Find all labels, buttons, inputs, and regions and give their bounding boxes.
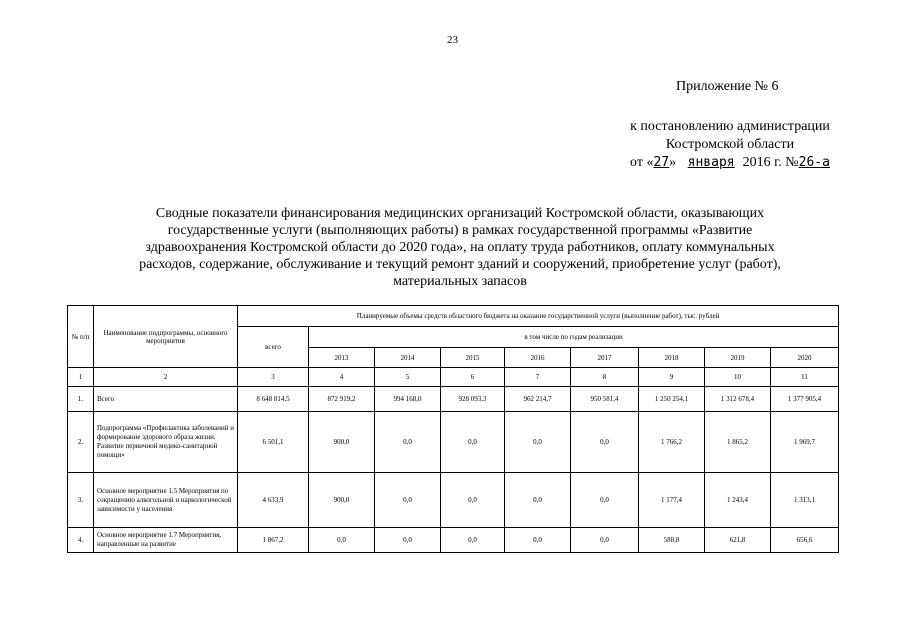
row-num: 3. bbox=[68, 473, 94, 528]
header-year: 2013 bbox=[309, 348, 375, 368]
date-prefix: от « bbox=[630, 155, 654, 170]
row-num: 2. bbox=[68, 412, 94, 473]
row-value: 872 919,2 bbox=[309, 387, 375, 412]
table-row bbox=[68, 412, 839, 473]
row-total: 6 501,1 bbox=[238, 412, 309, 473]
col-number: 8 bbox=[571, 368, 639, 387]
col-number: 5 bbox=[375, 368, 441, 387]
row-value: 1 865,2 bbox=[705, 412, 771, 473]
row-value: 1 377 905,4 bbox=[771, 387, 839, 412]
col-number: 7 bbox=[505, 368, 571, 387]
col-number: 4 bbox=[309, 368, 375, 387]
header-year: 2014 bbox=[375, 348, 441, 368]
decree-number: 26-а bbox=[798, 155, 830, 170]
date-mid-2: 2016 г. № bbox=[742, 155, 799, 170]
decree-date-line bbox=[600, 154, 860, 172]
row-value: 0,0 bbox=[571, 473, 639, 528]
header-by-years: в том числе по годам реализации bbox=[309, 327, 839, 348]
row-value: 0,0 bbox=[571, 412, 639, 473]
row-value: 1 766,2 bbox=[639, 412, 705, 473]
row-num: 1. bbox=[68, 387, 94, 412]
col-number: 2 bbox=[94, 368, 238, 387]
header-total: всего bbox=[238, 327, 309, 368]
decree-reference bbox=[600, 118, 860, 172]
col-number: 1 bbox=[68, 368, 94, 387]
row-name: Основное мероприятие 1.7 Мероприятия, направленные на развитие bbox=[94, 528, 238, 553]
row-value: 0,0 bbox=[441, 412, 505, 473]
date-mid-1: » bbox=[669, 155, 677, 170]
header-num: № п/п bbox=[68, 306, 94, 368]
decree-line-1: к постановлению администрации bbox=[630, 119, 830, 134]
col-number: 3 bbox=[238, 368, 309, 387]
row-value: 994 168,0 bbox=[375, 387, 441, 412]
table-row bbox=[68, 473, 839, 528]
row-value: 0,0 bbox=[441, 473, 505, 528]
row-value: 621,8 bbox=[705, 528, 771, 553]
row-value: 0,0 bbox=[505, 412, 571, 473]
col-number: 9 bbox=[639, 368, 705, 387]
row-value: 0,0 bbox=[375, 473, 441, 528]
row-name: Подпрограмма «Профилактика заболеваний и формирование здорового образа жизни. Развитие первичной медико-санитарной помощи» bbox=[94, 412, 238, 473]
header-year: 2018 bbox=[639, 348, 705, 368]
row-value: 0,0 bbox=[309, 528, 375, 553]
row-value: 1 250 254,1 bbox=[639, 387, 705, 412]
row-num: 4. bbox=[68, 528, 94, 553]
header-year: 2016 bbox=[505, 348, 571, 368]
row-value: 950 581,4 bbox=[571, 387, 639, 412]
row-value: 1 243,4 bbox=[705, 473, 771, 528]
decree-day: 27 bbox=[653, 155, 670, 170]
header-year: 2015 bbox=[441, 348, 505, 368]
page-number: 23 bbox=[447, 34, 458, 46]
header-planned: Планируемые объемы средств областного бюджета на оказание государственной услуги (выполнение работ), тыс. рублей bbox=[238, 306, 839, 327]
row-value: 1 177,4 bbox=[639, 473, 705, 528]
decree-month: января bbox=[687, 155, 735, 170]
row-name: Всего bbox=[94, 387, 238, 412]
row-value: 900,0 bbox=[309, 473, 375, 528]
header-name: Наименование подпрограммы, основного мероприятия bbox=[94, 306, 238, 368]
row-value: 1 312 678,4 bbox=[705, 387, 771, 412]
row-value: 1 969,7 bbox=[771, 412, 839, 473]
row-value: 0,0 bbox=[375, 412, 441, 473]
row-value: 588,8 bbox=[639, 528, 705, 553]
row-value: 0,0 bbox=[571, 528, 639, 553]
financing-table bbox=[67, 305, 839, 553]
row-value: 0,0 bbox=[441, 528, 505, 553]
table-row bbox=[68, 387, 839, 412]
row-value: 0,0 bbox=[375, 528, 441, 553]
row-total: 8 648 814,5 bbox=[238, 387, 309, 412]
row-value: 0,0 bbox=[505, 528, 571, 553]
appendix-title: Приложение № 6 bbox=[676, 79, 779, 94]
row-total: 4 633,9 bbox=[238, 473, 309, 528]
col-number: 6 bbox=[441, 368, 505, 387]
row-value: 928 093,3 bbox=[441, 387, 505, 412]
row-total: 1 867,2 bbox=[238, 528, 309, 553]
header-year: 2020 bbox=[771, 348, 839, 368]
row-value: 1 313,1 bbox=[771, 473, 839, 528]
header-year: 2017 bbox=[571, 348, 639, 368]
col-number: 11 bbox=[771, 368, 839, 387]
decree-line-2: Костромской области bbox=[665, 137, 795, 152]
document-title: Сводные показатели финансирования медицинских организаций Костромской области, оказывающих государственные услуги (выполняющих работы) в рамках государственной программы «Развитие здравоохранения Костромской области до 2020 года», на оплату труда работников, оплату коммунальных расходов, содержание, обслуживание и текущий ремонт зданий и сооружений, приобретение услуг (работ), материальных запасов bbox=[139, 206, 781, 289]
header-year: 2019 bbox=[705, 348, 771, 368]
row-value: 0,0 bbox=[505, 473, 571, 528]
row-value: 962 214,7 bbox=[505, 387, 571, 412]
table-row bbox=[68, 528, 839, 553]
row-value: 900,0 bbox=[309, 412, 375, 473]
col-number: 10 bbox=[705, 368, 771, 387]
row-name: Основное мероприятие 1.5 Мероприятия по сокращению алкогольной и наркологической зависимости у населения bbox=[94, 473, 238, 528]
row-value: 656,6 bbox=[771, 528, 839, 553]
